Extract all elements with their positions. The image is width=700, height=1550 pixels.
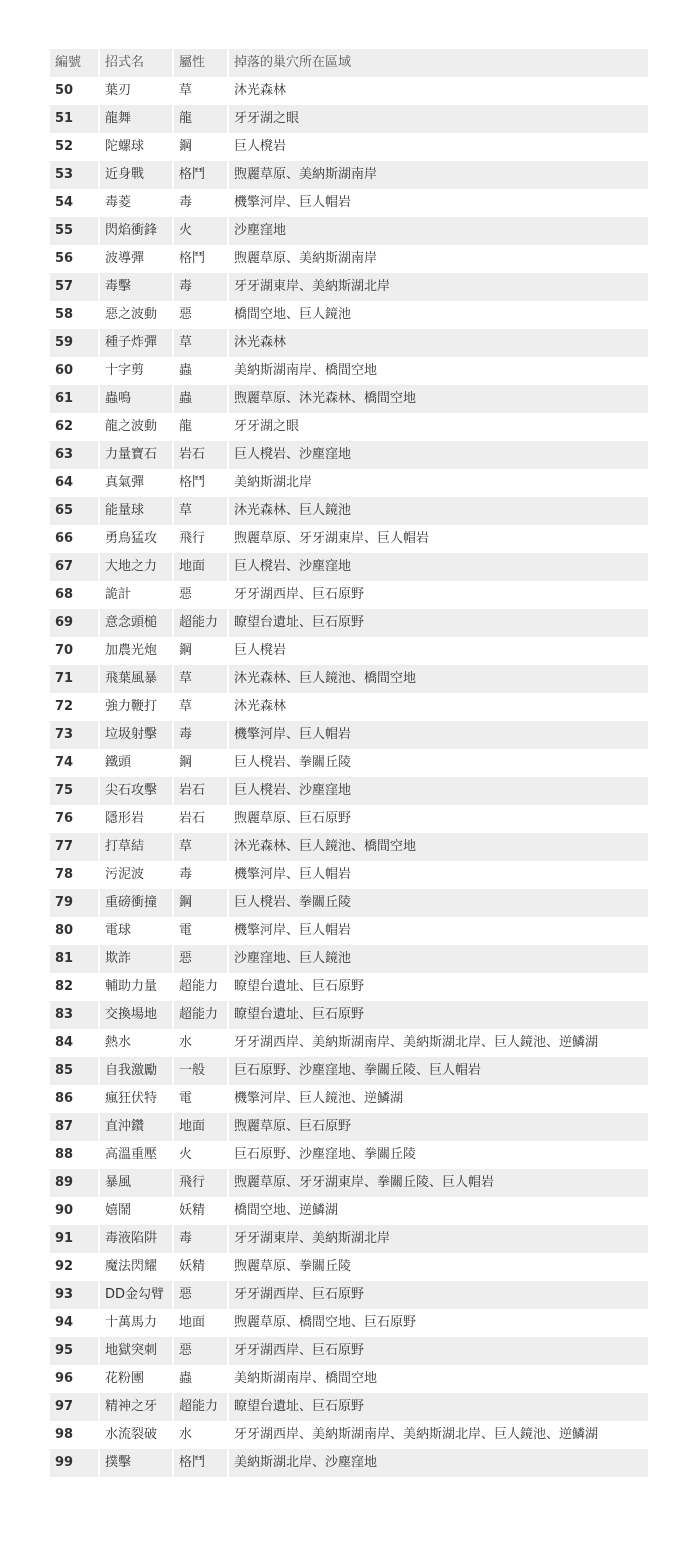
cell-den-area: 巨人櫈岩、沙塵窪地 [228,553,648,581]
table-row [50,1085,648,1113]
cell-den-area: 牙牙湖西岸、巨石原野 [228,1337,648,1365]
cell-type: 地面 [173,553,228,581]
cell-type: 草 [173,497,228,525]
cell-move-name: 打草結 [99,833,173,861]
cell-number: 70 [50,637,99,665]
cell-den-area: 機擎河岸、巨人帽岩 [228,861,648,889]
cell-move-name: 近身戰 [99,161,173,189]
cell-type: 妖精 [173,1253,228,1281]
cell-move-name: 能量球 [99,497,173,525]
cell-den-area: 巨人櫈岩、拳關丘陵 [228,749,648,777]
cell-den-area: 牙牙湖東岸、美納斯湖北岸 [228,273,648,301]
cell-type: 格鬥 [173,1449,228,1477]
cell-move-name: 尖石攻擊 [99,777,173,805]
cell-move-name: 隱形岩 [99,805,173,833]
cell-number: 85 [50,1057,99,1085]
cell-number: 97 [50,1393,99,1421]
table-row [50,777,648,805]
cell-move-name: 波導彈 [99,245,173,273]
cell-type: 超能力 [173,609,228,637]
cell-type: 惡 [173,945,228,973]
cell-type: 草 [173,833,228,861]
cell-number: 92 [50,1253,99,1281]
cell-den-area: 巨人櫈岩、拳關丘陵 [228,889,648,917]
cell-number: 87 [50,1113,99,1141]
cell-number: 77 [50,833,99,861]
cell-type: 龍 [173,105,228,133]
cell-den-area: 巨人櫈岩 [228,133,648,161]
cell-den-area: 牙牙湖西岸、巨石原野 [228,581,648,609]
table-row [50,1197,648,1225]
table-row [50,581,648,609]
table-row [50,1029,648,1057]
cell-den-area: 沐光森林、巨人鏡池、橋間空地 [228,665,648,693]
cell-number: 96 [50,1365,99,1393]
cell-type: 草 [173,693,228,721]
cell-type: 岩石 [173,441,228,469]
cell-type: 格鬥 [173,161,228,189]
cell-move-name: 毒液陷阱 [99,1225,173,1253]
cell-move-name: 欺詐 [99,945,173,973]
cell-number: 94 [50,1309,99,1337]
cell-den-area: 沐光森林、巨人鏡池、橋間空地 [228,833,648,861]
cell-type: 蟲 [173,385,228,413]
cell-move-name: 重磅衝撞 [99,889,173,917]
table-row [50,525,648,553]
cell-move-name: 交換場地 [99,1001,173,1029]
cell-number: 55 [50,217,99,245]
cell-move-name: 加農光炮 [99,637,173,665]
cell-den-area: 牙牙湖西岸、美納斯湖南岸、美納斯湖北岸、巨人鏡池、逆鱗湖 [228,1421,648,1449]
cell-type: 飛行 [173,525,228,553]
cell-move-name: 水流裂破 [99,1421,173,1449]
cell-den-area: 美納斯湖北岸 [228,469,648,497]
cell-number: 61 [50,385,99,413]
cell-type: 火 [173,217,228,245]
cell-den-area: 美納斯湖南岸、橋間空地 [228,1365,648,1393]
cell-move-name: 高溫重壓 [99,1141,173,1169]
cell-den-area: 沐光森林 [228,693,648,721]
table-row [50,1057,648,1085]
cell-type: 飛行 [173,1169,228,1197]
cell-number: 58 [50,301,99,329]
cell-number: 90 [50,1197,99,1225]
cell-move-name: 魔法閃耀 [99,1253,173,1281]
cell-den-area: 機擎河岸、巨人帽岩 [228,917,648,945]
table-row [50,1113,648,1141]
cell-den-area: 巨石原野、沙塵窪地、拳關丘陵、巨人帽岩 [228,1057,648,1085]
cell-type: 火 [173,1141,228,1169]
cell-number: 83 [50,1001,99,1029]
cell-type: 毒 [173,861,228,889]
cell-move-name: 鐵頭 [99,749,173,777]
cell-move-name: 污泥波 [99,861,173,889]
table-row [50,1393,648,1421]
header-den-area: 掉落的巢穴所在區域 [228,49,648,77]
cell-move-name: 直沖鑽 [99,1113,173,1141]
cell-number: 56 [50,245,99,273]
cell-number: 91 [50,1225,99,1253]
table-row [50,1001,648,1029]
cell-den-area: 機擎河岸、巨人帽岩 [228,189,648,217]
table-row [50,1225,648,1253]
cell-move-name: 十萬馬力 [99,1309,173,1337]
header-type: 屬性 [173,49,228,77]
table-header-row [50,49,648,77]
cell-den-area: 牙牙湖東岸、美納斯湖北岸 [228,1225,648,1253]
table-row [50,469,648,497]
cell-type: 毒 [173,189,228,217]
cell-den-area: 巨人櫈岩、沙塵窪地 [228,441,648,469]
cell-number: 67 [50,553,99,581]
table-row [50,1337,648,1365]
cell-den-area: 橋間空地、逆鱗湖 [228,1197,648,1225]
table-row [50,721,648,749]
table-row [50,609,648,637]
cell-type: 蟲 [173,1365,228,1393]
cell-number: 93 [50,1281,99,1309]
cell-number: 65 [50,497,99,525]
header-number: 編號 [50,49,99,77]
cell-number: 76 [50,805,99,833]
cell-move-name: 龍之波動 [99,413,173,441]
table-row [50,1169,648,1197]
cell-den-area: 牙牙湖之眼 [228,105,648,133]
cell-number: 81 [50,945,99,973]
cell-move-name: 飛葉風暴 [99,665,173,693]
table-row [50,301,648,329]
table-row [50,917,648,945]
cell-type: 鋼 [173,749,228,777]
table-row [50,189,648,217]
cell-number: 72 [50,693,99,721]
cell-move-name: 毒擊 [99,273,173,301]
table-row [50,749,648,777]
cell-number: 59 [50,329,99,357]
cell-type: 水 [173,1421,228,1449]
cell-number: 62 [50,413,99,441]
cell-number: 86 [50,1085,99,1113]
cell-number: 50 [50,77,99,105]
cell-type: 地面 [173,1309,228,1337]
table-row [50,385,648,413]
table-row [50,665,648,693]
table-row [50,1309,648,1337]
cell-move-name: 葉刃 [99,77,173,105]
cell-number: 71 [50,665,99,693]
cell-number: 75 [50,777,99,805]
cell-type: 鋼 [173,889,228,917]
table-row [50,1449,648,1477]
cell-number: 78 [50,861,99,889]
table-row [50,889,648,917]
table-row [50,329,648,357]
cell-move-name: 暴風 [99,1169,173,1197]
cell-type: 惡 [173,301,228,329]
cell-den-area: 沐光森林 [228,329,648,357]
table-body [50,77,648,1477]
cell-move-name: 地獄突刺 [99,1337,173,1365]
cell-den-area: 煦麗草原、美納斯湖南岸 [228,161,648,189]
table-row [50,1421,648,1449]
cell-number: 74 [50,749,99,777]
cell-move-name: 詭計 [99,581,173,609]
cell-den-area: 瞭望台遺址、巨石原野 [228,1001,648,1029]
cell-move-name: 種子炸彈 [99,329,173,357]
table-row [50,861,648,889]
table-row [50,553,648,581]
header-move-name: 招式名 [99,49,173,77]
cell-den-area: 機擎河岸、巨人鏡池、逆鱗湖 [228,1085,648,1113]
cell-move-name: 電球 [99,917,173,945]
cell-den-area: 煦麗草原、牙牙湖東岸、巨人帽岩 [228,525,648,553]
cell-move-name: 強力鞭打 [99,693,173,721]
move-drop-table-container [50,49,648,1477]
table-row [50,217,648,245]
cell-type: 毒 [173,1225,228,1253]
cell-number: 80 [50,917,99,945]
cell-type: 岩石 [173,777,228,805]
cell-den-area: 牙牙湖之眼 [228,413,648,441]
cell-number: 63 [50,441,99,469]
cell-den-area: 牙牙湖西岸、美納斯湖南岸、美納斯湖北岸、巨人鏡池、逆鱗湖 [228,1029,648,1057]
cell-den-area: 煦麗草原、沐光森林、橋間空地 [228,385,648,413]
cell-move-name: 熱水 [99,1029,173,1057]
cell-type: 超能力 [173,973,228,1001]
cell-move-name: 撲擊 [99,1449,173,1477]
cell-number: 57 [50,273,99,301]
cell-den-area: 瞭望台遺址、巨石原野 [228,973,648,1001]
cell-number: 82 [50,973,99,1001]
cell-type: 鋼 [173,637,228,665]
cell-move-name: 自我激勵 [99,1057,173,1085]
cell-den-area: 沐光森林、巨人鏡池 [228,497,648,525]
table-row [50,805,648,833]
cell-den-area: 瞭望台遺址、巨石原野 [228,1393,648,1421]
cell-den-area: 沐光森林 [228,77,648,105]
cell-type: 超能力 [173,1393,228,1421]
table-row [50,945,648,973]
cell-move-name: 真氣彈 [99,469,173,497]
table-row [50,1365,648,1393]
cell-move-name: 力量寶石 [99,441,173,469]
cell-number: 79 [50,889,99,917]
cell-move-name: 嬉鬧 [99,1197,173,1225]
table-row [50,637,648,665]
cell-number: 52 [50,133,99,161]
cell-type: 草 [173,665,228,693]
cell-type: 惡 [173,581,228,609]
cell-number: 99 [50,1449,99,1477]
cell-number: 66 [50,525,99,553]
cell-type: 岩石 [173,805,228,833]
table-row [50,273,648,301]
cell-move-name: 意念頭槌 [99,609,173,637]
cell-type: 一般 [173,1057,228,1085]
table-row [50,413,648,441]
cell-den-area: 沙塵窪地、巨人鏡池 [228,945,648,973]
cell-den-area: 煦麗草原、橋間空地、巨石原野 [228,1309,648,1337]
cell-den-area: 煦麗草原、巨石原野 [228,805,648,833]
cell-den-area: 沙塵窪地 [228,217,648,245]
cell-number: 84 [50,1029,99,1057]
cell-number: 64 [50,469,99,497]
cell-number: 95 [50,1337,99,1365]
cell-move-name: 龍舞 [99,105,173,133]
cell-type: 蟲 [173,357,228,385]
table-row [50,105,648,133]
cell-number: 68 [50,581,99,609]
cell-number: 53 [50,161,99,189]
cell-type: 草 [173,329,228,357]
cell-type: 格鬥 [173,469,228,497]
cell-type: 毒 [173,721,228,749]
cell-type: 龍 [173,413,228,441]
table-row [50,1281,648,1309]
cell-move-name: 垃圾射擊 [99,721,173,749]
cell-type: 惡 [173,1337,228,1365]
cell-den-area: 橋間空地、巨人鏡池 [228,301,648,329]
cell-number: 69 [50,609,99,637]
cell-move-name: 陀螺球 [99,133,173,161]
table-row [50,973,648,1001]
cell-den-area: 煦麗草原、牙牙湖東岸、拳關丘陵、巨人帽岩 [228,1169,648,1197]
cell-type: 格鬥 [173,245,228,273]
cell-move-name: 大地之力 [99,553,173,581]
table-row [50,1253,648,1281]
cell-type: 電 [173,917,228,945]
table-row [50,693,648,721]
table-row [50,1141,648,1169]
cell-den-area: 煦麗草原、美納斯湖南岸 [228,245,648,273]
cell-type: 毒 [173,273,228,301]
cell-move-name: 瘋狂伏特 [99,1085,173,1113]
cell-move-name: 輔助力量 [99,973,173,1001]
cell-type: 草 [173,77,228,105]
cell-den-area: 美納斯湖南岸、橋間空地 [228,357,648,385]
cell-move-name: 毒菱 [99,189,173,217]
table-row [50,833,648,861]
cell-type: 惡 [173,1281,228,1309]
cell-type: 水 [173,1029,228,1057]
cell-number: 88 [50,1141,99,1169]
cell-den-area: 煦麗草原、拳關丘陵 [228,1253,648,1281]
cell-number: 89 [50,1169,99,1197]
cell-type: 妖精 [173,1197,228,1225]
table-row [50,77,648,105]
table-row [50,245,648,273]
cell-number: 54 [50,189,99,217]
table-row [50,497,648,525]
cell-number: 60 [50,357,99,385]
cell-move-name: 惡之波動 [99,301,173,329]
table-row [50,441,648,469]
table-row [50,161,648,189]
cell-den-area: 美納斯湖北岸、沙塵窪地 [228,1449,648,1477]
move-drop-table [50,49,648,1477]
cell-den-area: 機擎河岸、巨人帽岩 [228,721,648,749]
cell-den-area: 巨石原野、沙塵窪地、拳關丘陵 [228,1141,648,1169]
cell-den-area: 瞭望台遺址、巨石原野 [228,609,648,637]
cell-type: 超能力 [173,1001,228,1029]
cell-move-name: 花粉團 [99,1365,173,1393]
cell-number: 51 [50,105,99,133]
table-row [50,133,648,161]
cell-type: 電 [173,1085,228,1113]
cell-den-area: 煦麗草原、巨石原野 [228,1113,648,1141]
cell-den-area: 巨人櫈岩、沙塵窪地 [228,777,648,805]
cell-number: 73 [50,721,99,749]
cell-type: 地面 [173,1113,228,1141]
cell-den-area: 巨人櫈岩 [228,637,648,665]
table-row [50,357,648,385]
cell-move-name: 勇鳥猛攻 [99,525,173,553]
cell-move-name: 蟲鳴 [99,385,173,413]
cell-number: 98 [50,1421,99,1449]
cell-move-name: DD金勾臂 [99,1281,173,1309]
cell-den-area: 牙牙湖西岸、巨石原野 [228,1281,648,1309]
cell-move-name: 精神之牙 [99,1393,173,1421]
cell-move-name: 十字剪 [99,357,173,385]
cell-move-name: 閃焰衝鋒 [99,217,173,245]
cell-type: 鋼 [173,133,228,161]
